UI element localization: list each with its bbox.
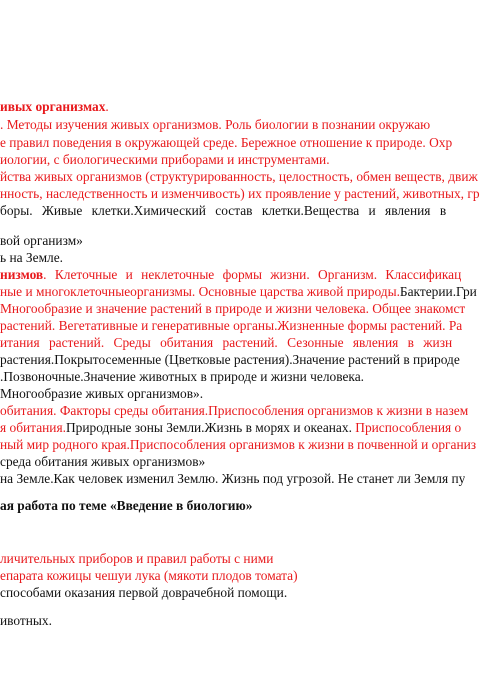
line-2-text: . Методы изучения живых организмов. Роль биологии в познании окружаю	[0, 117, 431, 132]
line-18	[0, 402, 468, 419]
line-3-text: е правил поведения в окружающей среде. Бережное отношение к природе. Охр	[0, 135, 453, 150]
line-1-punct: .	[105, 99, 109, 114]
line-24-text: личительных приборов и правил работы с ними	[0, 551, 274, 566]
line-10	[0, 266, 461, 283]
line-11	[0, 283, 477, 300]
line-9	[0, 249, 63, 266]
line-23	[0, 497, 252, 514]
line-15	[0, 351, 460, 368]
line-11-black: Бактерии.Гри	[399, 284, 477, 299]
line-10-bold: низмов	[0, 267, 44, 282]
line-12-text: Многообразие и значение растений в природе и жизни человека. Общее знакомст	[0, 301, 466, 316]
line-16	[0, 368, 364, 385]
line-27	[0, 612, 52, 629]
line-17	[0, 385, 203, 402]
line-16-text: .Позвоночные.Значение животных в природе и жизни человека.	[0, 369, 364, 384]
line-7-text: боры. Живые клетки.Химический состав клетки.Вещества и явления в	[0, 203, 447, 218]
line-13-text: растений. Вегетативные и генеративные органы.Жизненные формы растений. Ра	[0, 318, 463, 333]
line-11-red: ные и многоклеточныеорганизмы. Основные царства живой природы.	[0, 284, 400, 299]
line-8-text: вой организм»	[0, 233, 83, 248]
line-17-text: Многообразие живых организмов».	[0, 386, 204, 401]
line-20-text: ный мир родного края.Приспособления организмов к жизни в почвенной и организ	[0, 437, 477, 452]
line-19-black: Природные зоны Земли.Жизнь в морях и океанах.	[65, 420, 352, 435]
line-9-text: ь на Земле.	[0, 250, 64, 265]
practical-work-heading: ая работа по теме «Введение в биологию»	[0, 498, 253, 513]
line-25-text: епарата кожицы чешуи лука (мякоти плодов томата)	[0, 568, 298, 583]
line-5-text: йства живых организмов (структурированность, целостность, обмен веществ, движ	[0, 169, 478, 184]
line-10-text: . Клеточные и неклеточные формы жизни. Организм. Классификац	[43, 267, 462, 282]
line-19	[0, 419, 461, 436]
line-12	[0, 300, 465, 317]
line-3	[0, 134, 452, 151]
line-7	[0, 202, 446, 219]
line-21-text: среда обитания живых организмов»	[0, 454, 206, 469]
line-26-text: способами оказания первой доврачебной помощи.	[0, 585, 288, 600]
line-27-text: ивотных.	[0, 613, 52, 628]
line-6	[0, 185, 480, 202]
line-2	[0, 116, 500, 133]
line-1	[0, 98, 109, 115]
line-6-text: нность, наследственность и изменчивость) их проявление у растений, животных, гр	[0, 186, 480, 201]
line-22-text: на Земле.Как человек изменил Землю. Жизнь под угрозой. Не станет ли Земля пу	[0, 471, 466, 486]
line-5	[0, 168, 478, 185]
line-13	[0, 317, 462, 334]
line-4	[0, 151, 330, 168]
line-8	[0, 232, 83, 249]
line-14-text: итания растений. Среды обитания растений. Сезонные явления в жизн	[0, 335, 453, 350]
line-25	[0, 567, 298, 584]
line-15-text: растения.Покрытосеменные (Цветковые растения).Значение растений в природе	[0, 352, 460, 367]
line-20	[0, 436, 476, 453]
line-21	[0, 453, 205, 470]
line-19-red-b: Приспособления о	[351, 420, 462, 435]
line-14	[0, 334, 452, 351]
line-24	[0, 550, 273, 567]
section-heading: ивых организмах	[0, 99, 106, 114]
line-4-text: иологии, с биологическими приборами и инструментами.	[0, 152, 330, 167]
line-22	[0, 470, 465, 487]
line-18-text: обитания. Факторы среды обитания.Приспособления организмов к жизни в назем	[0, 403, 469, 418]
line-19-red-a: я обитания.	[0, 420, 66, 435]
line-26	[0, 584, 287, 601]
